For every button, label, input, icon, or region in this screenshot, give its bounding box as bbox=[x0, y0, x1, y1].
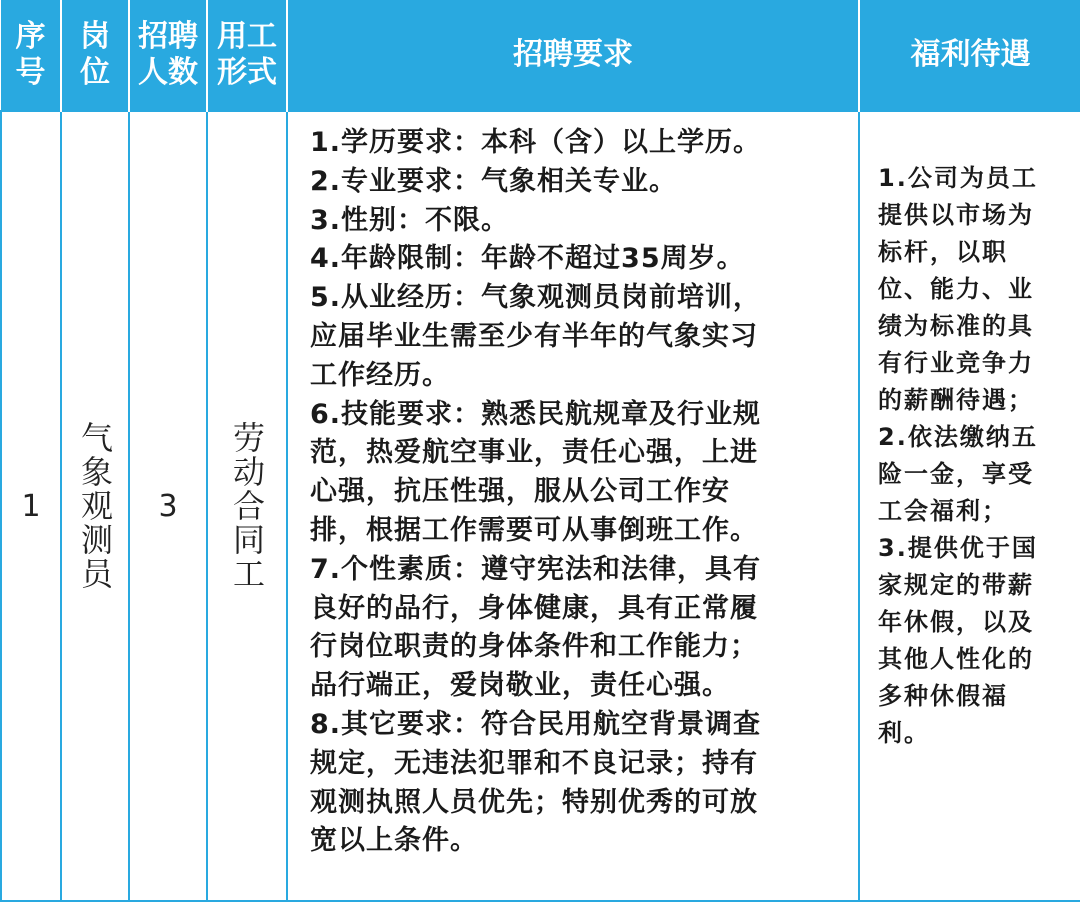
benefit-line: 2.依法缴纳五 bbox=[878, 423, 1038, 451]
row-post bbox=[61, 111, 129, 901]
header-seq: 序号 bbox=[1, 0, 61, 111]
requirement-line: 工作经历。 bbox=[310, 359, 450, 391]
requirement-line: 应届毕业生需至少有半年的气象实习 bbox=[310, 320, 758, 352]
benefit-line: 年休假，以及 bbox=[878, 608, 1034, 636]
requirement-line: 8.其它要求：符合民用航空背景调查 bbox=[310, 708, 762, 740]
requirement-line: 宽以上条件。 bbox=[310, 825, 478, 857]
requirement-line: 7.个性素质：遵守宪法和法律，具有 bbox=[310, 553, 762, 585]
benefit-line: 有行业竞争力 bbox=[878, 349, 1034, 377]
header-post: 岗位 bbox=[61, 0, 129, 111]
header-requirements: 招聘要求 bbox=[287, 0, 859, 111]
benefit-line: 多种休假福 bbox=[878, 682, 1008, 710]
table-row bbox=[1, 111, 1080, 901]
requirements-cell bbox=[287, 111, 859, 901]
header-row bbox=[1, 0, 1080, 111]
requirement-line: 1.学历要求：本科（含）以上学历。 bbox=[310, 127, 762, 158]
benefit-line: 的薪酬待遇； bbox=[878, 386, 1034, 414]
benefit-line: 其他人性化的 bbox=[878, 645, 1034, 673]
post-name: 气象观测员 bbox=[76, 421, 114, 591]
benefit-line: 提供以市场为 bbox=[878, 201, 1034, 229]
requirement-line: 2.专业要求：气象相关专业。 bbox=[310, 165, 678, 197]
row-count: 3 bbox=[129, 111, 207, 901]
requirement-line: 4.年龄限制：年龄不超过35周岁。 bbox=[310, 243, 745, 275]
benefit-line: 1.公司为员工 bbox=[878, 164, 1038, 192]
benefit-line: 利。 bbox=[878, 719, 930, 747]
requirement-line: 规定，无违法犯罪和不良记录；持有 bbox=[310, 747, 758, 779]
requirement-line: 观测执照人员优先；特别优秀的可放 bbox=[310, 786, 758, 818]
requirement-line: 良好的品行，身体健康，具有正常履 bbox=[310, 592, 758, 624]
row-type bbox=[207, 111, 287, 901]
benefit-line: 家规定的带薪 bbox=[878, 571, 1034, 599]
header-count: 招聘人数 bbox=[129, 0, 207, 111]
row-seq: 1 bbox=[1, 111, 61, 901]
requirement-line: 6.技能要求：熟悉民航规章及行业规 bbox=[310, 398, 762, 430]
requirement-line: 5.从业经历：气象观测员岗前培训， bbox=[310, 282, 762, 314]
benefit-line: 标杆，以职 bbox=[878, 238, 1008, 266]
benefit-line: 绩为标准的具 bbox=[878, 312, 1034, 340]
header-benefits: 福利待遇 bbox=[859, 0, 1080, 111]
benefits-cell bbox=[859, 111, 1080, 901]
requirement-line: 品行端正，爱岗敬业，责任心强。 bbox=[310, 670, 730, 702]
benefit-line: 工会福利； bbox=[878, 497, 1008, 525]
benefit-line: 3.提供优于国 bbox=[878, 534, 1038, 562]
requirement-line: 行岗位职责的身体条件和工作能力； bbox=[310, 631, 758, 663]
benefit-line: 险一金，享受 bbox=[878, 460, 1034, 488]
requirement-line: 排，根据工作需要可从事倒班工作。 bbox=[310, 514, 758, 546]
header-type: 用工形式 bbox=[207, 0, 287, 111]
requirement-line: 3.性别：不限。 bbox=[310, 204, 510, 236]
employment-type: 劳动合同工 bbox=[228, 421, 266, 591]
requirement-line: 心强，抗压性强，服从公司工作安 bbox=[310, 476, 730, 508]
requirement-line: 范，热爱航空事业，责任心强，上进 bbox=[310, 437, 758, 469]
benefit-line: 位、能力、业 bbox=[878, 275, 1034, 303]
